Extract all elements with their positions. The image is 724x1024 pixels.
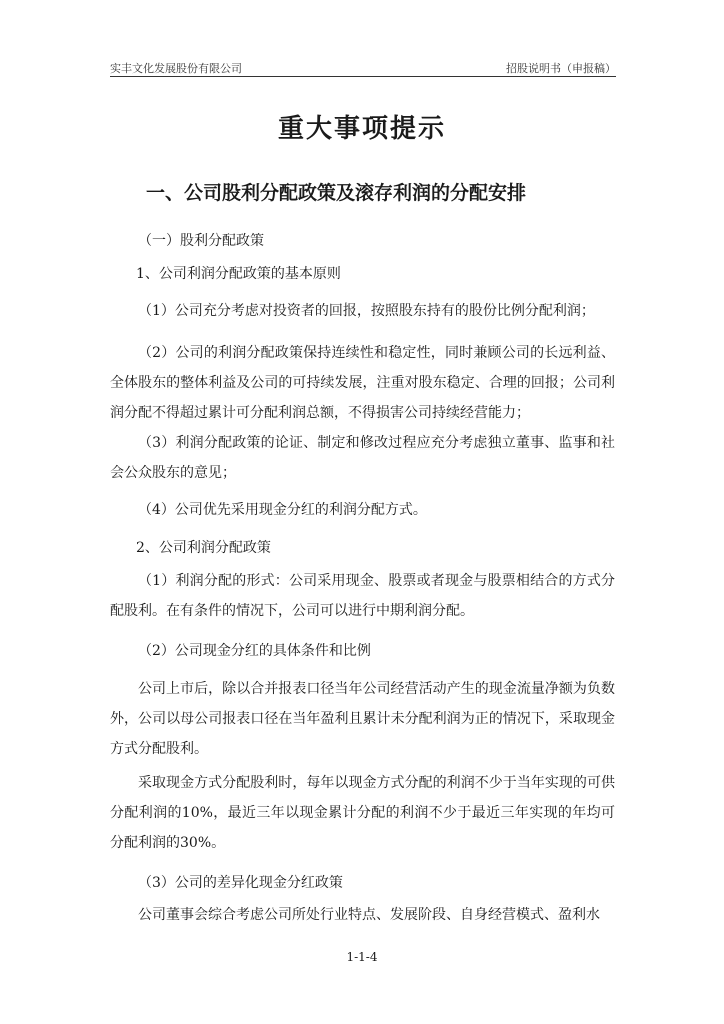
policy-differentiated-paragraph-1: 公司董事会综合考虑公司所处行业特点、发展阶段、自身经营模式、盈利水 [138,907,600,923]
principle-paragraph-2: （2）公司的利润分配政策保持连续性和稳定性，同时兼顾公司的长远利益、全体股东的整体利益及公司的可持续发展，注重对股东稳定、合理的回报；公司利润分配不得超过累计可分配利润总额，不得损害公司持续经营能力； [110,345,615,421]
policy-heading-cash-dividend: （2）公司现金分红的具体条件和比例 [138,643,371,659]
header-company-name: 实丰文化发展股份有限公司 [110,62,242,75]
policy-paragraph-1: （1）利润分配的形式：公司采用现金、股票或者现金与股票相结合的方式分配股利。在有条件的情况下，公司可以进行中期利润分配。 [110,573,615,619]
principle-paragraph-4: （4）公司优先采用现金分红的利润分配方式。 [138,502,427,518]
page-number: 1-1-4 [346,950,378,964]
principle-paragraph-1: （1）公司充分考虑对投资者的回报，按照股东持有的股份比例分配利润； [138,303,595,319]
header-document-type: 招股说明书（申报稿） [506,62,616,75]
policy-cash-dividend-paragraph-2: 采取现金方式分配股利时，每年以现金方式分配的利润不少于当年实现的可供分配利润的10%，最近三年以现金累计分配的利润不少于最近三年实现的年均可分配利润的30%。 [110,775,615,851]
item-heading-distribution-policy: 2、公司利润分配政策 [136,540,271,556]
principle-paragraph-3: （3）利润分配政策的论证、制定和修改过程应充分考虑独立董事、监事和社会公众股东的意见； [110,435,615,481]
section-heading: 一、公司股利分配政策及滚存利润的分配安排 [146,182,527,204]
subsection-heading: （一）股利分配政策 [138,233,264,249]
policy-cash-dividend-paragraph-1: 公司上市后，除以合并报表口径当年公司经营活动产生的现金流量净额为负数外，公司以母公司报表口径在当年盈利且累计未分配利润为正的情况下，采取现金方式分配股利。 [110,681,615,757]
policy-heading-differentiated: （3）公司的差异化现金分红政策 [138,875,343,891]
page-title: 重大事项提示 [277,114,446,144]
item-heading-basic-principles: 1、公司利润分配政策的基本原则 [136,266,341,282]
page-header [110,58,616,77]
